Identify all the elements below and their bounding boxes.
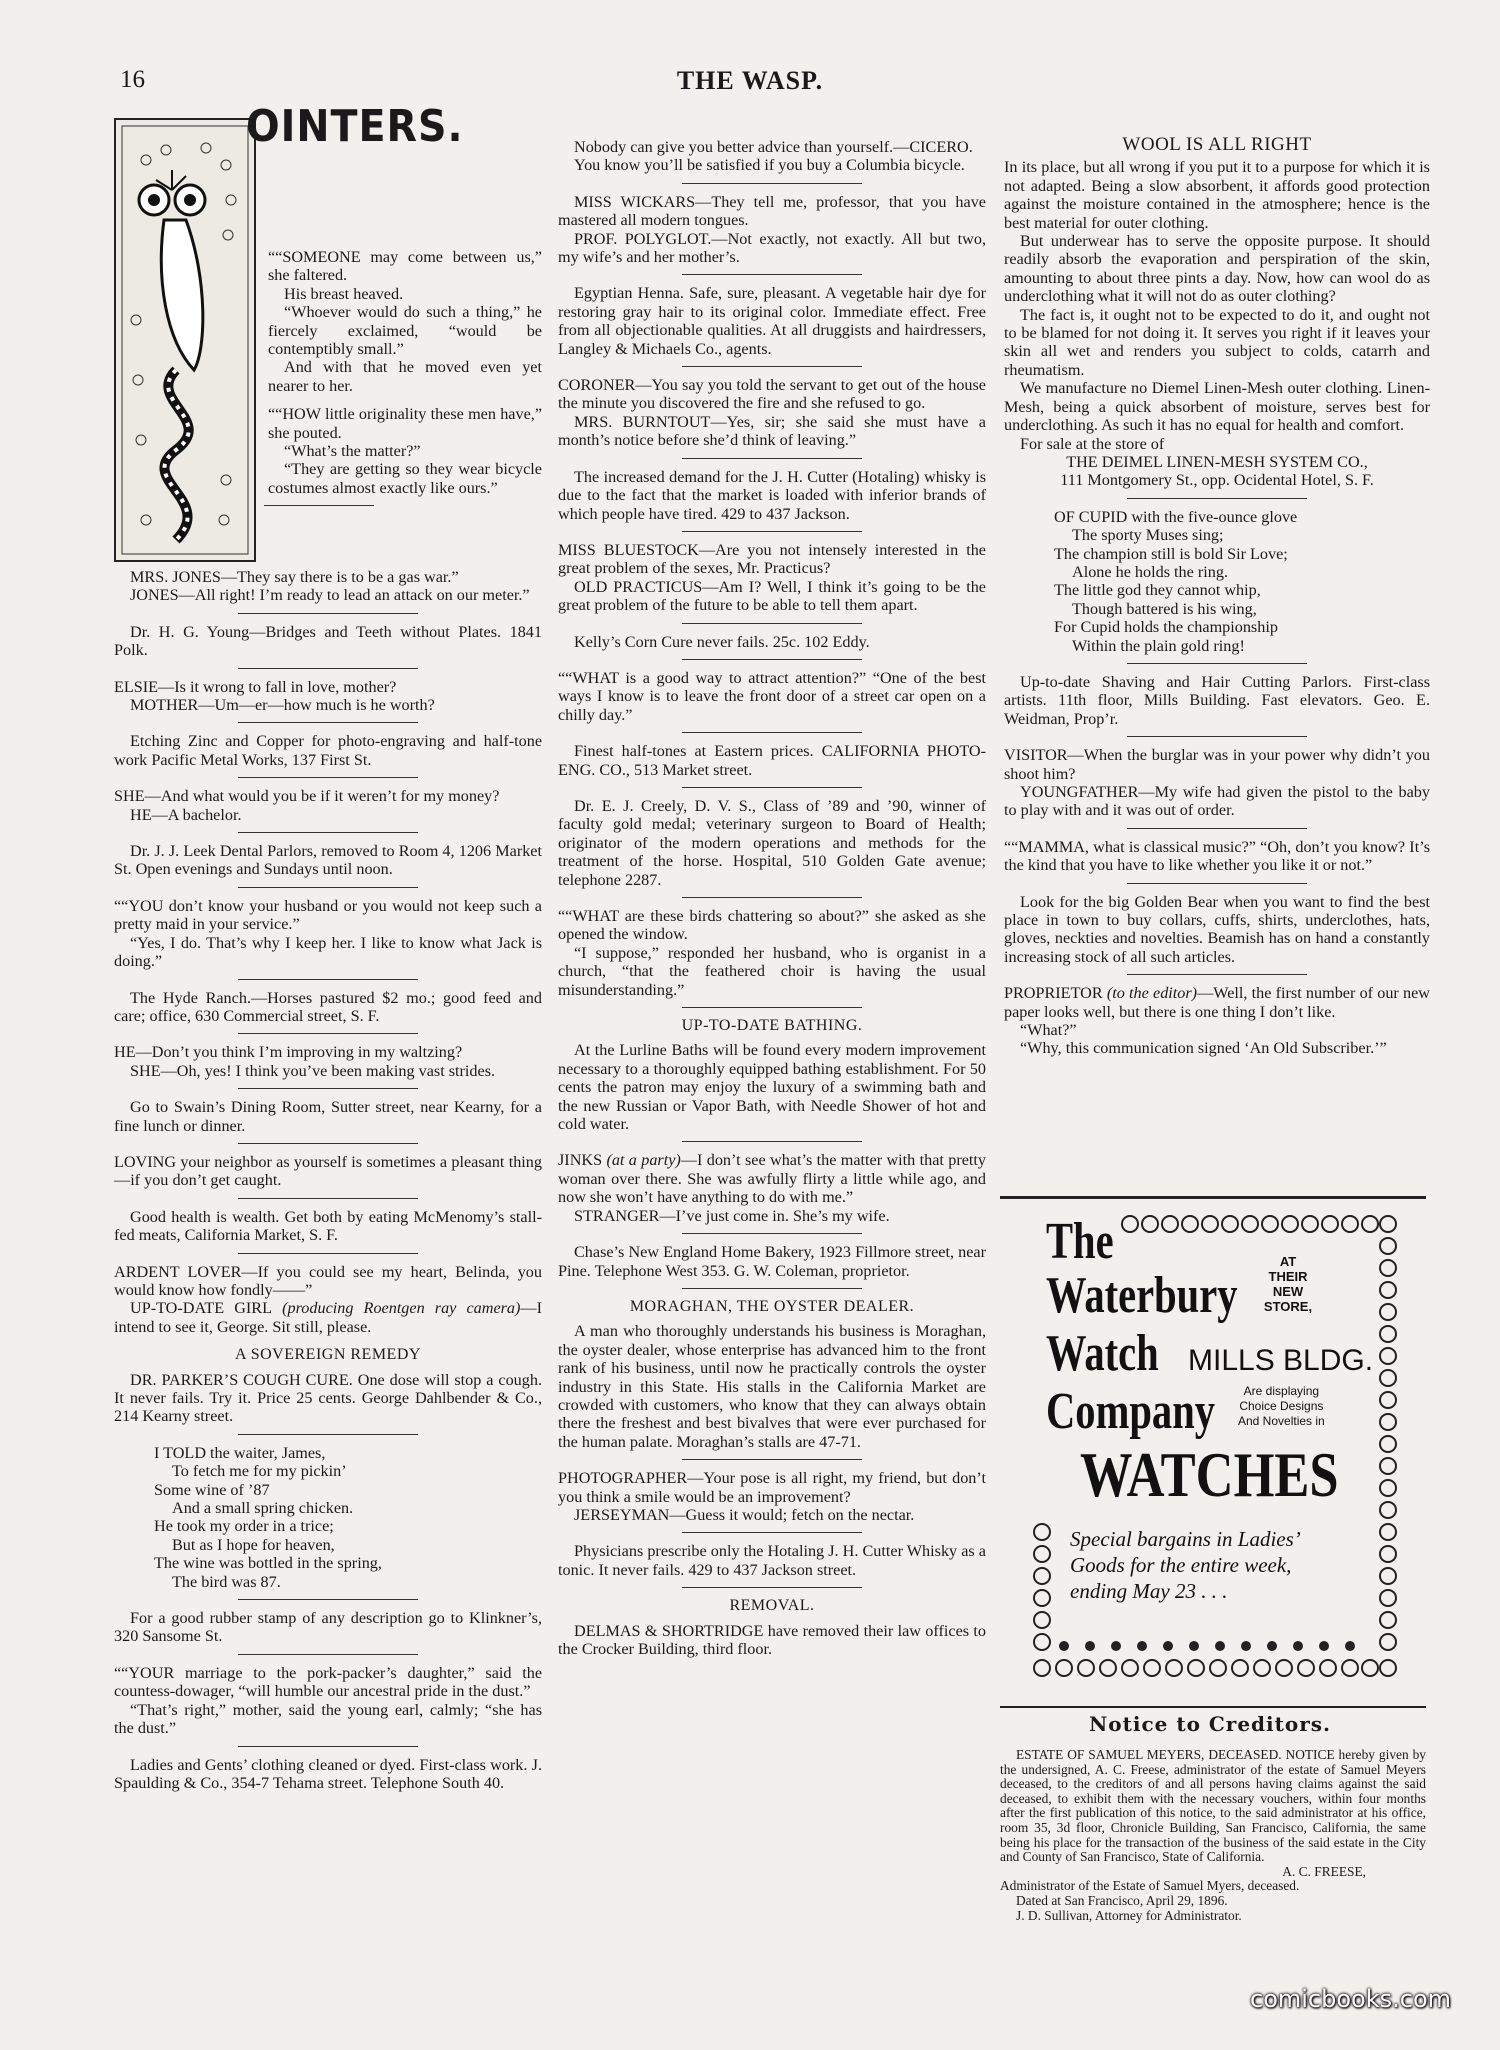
text-paragraph: MRS. BURNTOUT—Yes, sir; she said she must have a month’s notice before she’d think of leaving.” bbox=[558, 412, 986, 450]
poem-line: To fetch me for my pickin’ bbox=[172, 1462, 347, 1481]
text-paragraph: SHE—And what would you be if it weren’t for my money? bbox=[114, 787, 500, 806]
text-paragraph: JONES—All right! I’m ready to lead an attack on our meter.” bbox=[130, 586, 530, 605]
pointers-illustration bbox=[114, 118, 256, 562]
divider bbox=[238, 1599, 418, 1600]
notice-attorney: J. D. Sullivan, Attorney for Administrator. bbox=[1016, 1907, 1242, 1923]
ad-location bbox=[1258, 1254, 1318, 1314]
text-paragraph: You know you’ll be satisfied if you buy a Columbia bicycle. bbox=[574, 156, 965, 175]
text-paragraph: STRANGER—I’ve just come in. She’s my wife. bbox=[574, 1206, 890, 1225]
text-paragraph: MISS BLUESTOCK—Are you not intensely interested in the great problem of the sexes, Mr. Practicus? bbox=[558, 540, 986, 578]
watermark: comicbooks.com bbox=[1250, 1985, 1452, 2013]
divider bbox=[682, 659, 862, 660]
text-paragraph: Ladies and Gents’ clothing cleaned or dyed. First-class work. J. Spaulding & Co., 354-7 Tehama street. Telephone South 40. bbox=[114, 1755, 542, 1792]
publication-title: THE WASP. bbox=[676, 66, 824, 95]
ad-top-rule bbox=[1000, 1196, 1426, 1199]
divider bbox=[682, 1532, 862, 1533]
text-paragraph: Kelly’s Corn Cure never fails. 25c. 102 Eddy. bbox=[574, 632, 870, 651]
divider bbox=[238, 1434, 418, 1435]
text-paragraph: OLD PRACTICUS—Am I? Well, I think it’s going to be the great problem of the future to be able to tell them apart. bbox=[558, 577, 986, 615]
notice-to-creditors-title: Notice to Creditors. bbox=[1089, 1712, 1331, 1736]
ad-special-bargains bbox=[1070, 1526, 1301, 1604]
ad-displaying-line: Choice Designs bbox=[1239, 1399, 1324, 1413]
notice-dated: Dated at San Francisco, April 29, 1896. bbox=[1016, 1892, 1228, 1908]
text-paragraph bbox=[114, 1299, 542, 1336]
notice-top-rule bbox=[1000, 1706, 1426, 1708]
text-paragraph: The Hyde Ranch.—Horses pastured $2 mo.; good feed and care; office, 630 Commercial street, S. F. bbox=[114, 988, 542, 1025]
text-paragraph: ““HOW little originality these men have,” she pouted. bbox=[268, 405, 542, 442]
text-paragraph: “They are getting so they wear bicycle costumes almost exactly like ours.” bbox=[268, 460, 542, 497]
text-paragraph: “Yes, I do. That’s why I keep her. I like to know what Jack is doing.” bbox=[114, 933, 542, 971]
ad-their: THEIR bbox=[1268, 1269, 1308, 1284]
divider bbox=[682, 366, 862, 367]
text-paragraph: JERSEYMAN—Guess it would; fetch on the nectar. bbox=[574, 1505, 915, 1524]
text-paragraph: HE—A bachelor. bbox=[130, 805, 242, 824]
text-paragraph: PROF. POLYGLOT.—Not exactly, not exactly. All but two, my wife’s and her mother’s. bbox=[558, 229, 986, 267]
text-paragraph: Chase’s New England Home Bakery, 1923 Fillmore street, near Pine. Telephone West 353. G. W. Coleman, proprietor. bbox=[558, 1243, 986, 1280]
dialogue-text: —I don’t see what’s the matter with that pretty woman over there. She was awfully flirty a little while ago, and now she won’t have anything to do with me.” bbox=[558, 1151, 986, 1207]
divider bbox=[682, 183, 862, 184]
text-paragraph: “That’s right,” mother, said the young earl, calmly; “she has the dust.” bbox=[114, 1700, 542, 1738]
text-paragraph: SHE—Oh, yes! I think you’ve been making vast strides. bbox=[130, 1061, 496, 1080]
divider bbox=[238, 1746, 418, 1747]
text-paragraph: His breast heaved. bbox=[284, 284, 404, 303]
divider bbox=[238, 832, 418, 833]
divider bbox=[238, 613, 418, 614]
divider bbox=[238, 887, 418, 888]
text-paragraph: CORONER—You say you told the servant to get out of the house the minute you discovered the fire and she refused to go. bbox=[558, 376, 986, 413]
text-paragraph: PHOTOGRAPHER—Your pose is all right, my friend, but don’t you think a smile would be an improvement? bbox=[558, 1469, 986, 1506]
poem-line: I TOLD the waiter, James, bbox=[154, 1443, 326, 1462]
text-paragraph: HE—Don’t you think I’m improving in my waltzing? bbox=[114, 1043, 463, 1062]
text-paragraph: “I suppose,” responded her husband, who is organist in a church, “that the feathered choir is having the usual misunderstanding.” bbox=[558, 943, 986, 999]
text-paragraph: ELSIE—Is it wrong to fall in love, mother? bbox=[114, 677, 397, 696]
poem-line: Within the plain gold ring! bbox=[1072, 636, 1245, 655]
text-paragraph: Finest half-tones at Eastern prices. CALIFORNIA PHOTO-ENG. CO., 513 Market street. bbox=[558, 742, 986, 779]
waterbury-advertisement bbox=[1030, 1212, 1400, 1682]
column-1 bbox=[114, 101, 542, 1792]
divider bbox=[1127, 883, 1307, 884]
divider bbox=[1127, 736, 1307, 737]
divider bbox=[682, 787, 862, 788]
text-paragraph: ““YOU don’t know your husband or you would not keep such a pretty maid in your service.” bbox=[114, 896, 542, 934]
text-paragraph: DR. PARKER’S COUGH CURE. One dose will stop a cough. It never fails. Try it. Price 25 cents. George Dahlbender & Co., 214 Kearny street. bbox=[114, 1370, 542, 1426]
text-paragraph: In its place, but all wrong if you put it to a purpose for which it is not adapted. Being a slow absorbent, it affords good protection against the moisture contained in the atmosphere; hence is the best material for outer clothing. bbox=[1004, 158, 1430, 232]
poem-line: The bird was 87. bbox=[172, 1572, 281, 1591]
text-paragraph: Dr. H. G. Young—Bridges and Teeth without Plates. 1841 Polk. bbox=[114, 622, 542, 660]
text-paragraph: LOVING your neighbor as yourself is sometimes a pleasant thing—if you don’t get caught. bbox=[114, 1152, 542, 1190]
divider bbox=[238, 668, 418, 669]
divider bbox=[682, 1141, 862, 1142]
ad-title-line: The bbox=[1046, 1213, 1114, 1270]
divider bbox=[238, 1143, 418, 1144]
divider bbox=[682, 531, 862, 532]
divider bbox=[238, 1033, 418, 1034]
ad-displaying-line: And Novelties in bbox=[1238, 1414, 1325, 1428]
company-address: 111 Montgomery St., opp. Ocidental Hotel, S. F. bbox=[1060, 471, 1374, 490]
poem-line: And a small spring chicken. bbox=[172, 1499, 354, 1518]
text-paragraph: MISS WICKARS—They tell me, professor, that you have mastered all modern tongues. bbox=[558, 192, 986, 230]
notice-signature: A. C. FREESE, bbox=[1282, 1863, 1366, 1879]
divider bbox=[682, 1459, 862, 1460]
poem-line: Though battered is his wing, bbox=[1072, 599, 1257, 618]
poem-line: But as I hope for heaven, bbox=[172, 1535, 335, 1554]
notice-signature-title: Administrator of the Estate of Samuel Myers, deceased. bbox=[1000, 1878, 1300, 1894]
ad-store: STORE, bbox=[1263, 1299, 1313, 1314]
poem-line: The sporty Muses sing; bbox=[1072, 526, 1224, 545]
text-paragraph: For sale at the store of bbox=[1020, 434, 1165, 453]
text-paragraph: And with that he moved even yet nearer to her. bbox=[268, 358, 542, 395]
text-paragraph: “Whoever would do such a thing,” he fiercely exclaimed, “would be contemptibly small.” bbox=[268, 303, 542, 359]
divider bbox=[238, 777, 418, 778]
speaker-label: UP-TO-DATE GIRL bbox=[130, 1299, 272, 1318]
ad-displaying-line: Are displaying bbox=[1243, 1384, 1320, 1398]
text-paragraph: Egyptian Henna. Safe, sure, pleasant. A vegetable hair dye for restoring gray hair to its original color. Immediate effect. Free from all objectionable qualities. At all druggists and hairdressers, Langley & Michaels Co., agents. bbox=[558, 284, 986, 358]
divider bbox=[238, 1654, 418, 1655]
text-paragraph bbox=[558, 1151, 986, 1206]
poem-line: Alone he holds the ring. bbox=[1072, 562, 1229, 581]
text-paragraph: Dr. J. J. Leek Dental Parlors, removed to Room 4, 1206 Market St. Open evenings and Sundays until noon. bbox=[114, 842, 542, 879]
section-heading: A SOVEREIGN REMEDY bbox=[235, 1346, 421, 1364]
text-paragraph bbox=[1004, 984, 1430, 1021]
divider bbox=[1127, 498, 1307, 499]
stage-direction: (to the editor) bbox=[1106, 984, 1198, 1003]
company-name: THE DEIMEL LINEN-MESH SYSTEM CO., bbox=[1066, 452, 1368, 471]
text-paragraph: ““MAMMA, what is classical music?” “Oh, don’t you know? It’s the kind that you have to like whether you like it or not.” bbox=[1004, 837, 1430, 875]
speaker-label: PROPRIETOR bbox=[1004, 984, 1103, 1003]
divider bbox=[682, 897, 862, 898]
column-2 bbox=[558, 138, 986, 1658]
text-paragraph: The fact is, it ought not to be expected to do it, and ought not to be blamed for not doing it. It serves you right if it leaves your skin all wet and renders you subject to colds, catarrh and rheumatism. bbox=[1004, 305, 1430, 379]
text-paragraph: MRS. JONES—They say there is to be a gas war.” bbox=[130, 568, 459, 586]
text-paragraph: Go to Swain’s Dining Room, Sutter street, near Kearny, for a fine lunch or dinner. bbox=[114, 1098, 542, 1135]
divider bbox=[238, 1088, 418, 1089]
text-paragraph: MOTHER—Um—er—how much is he worth? bbox=[130, 696, 435, 715]
ad-bargain-line: Special bargains in Ladies’ bbox=[1070, 1527, 1301, 1551]
ad-at: AT bbox=[1279, 1254, 1297, 1269]
poem-line: The little god they cannot whip, bbox=[1054, 581, 1261, 600]
text-paragraph: ARDENT LOVER—If you could see my heart, Belinda, you would know how fondly——” bbox=[114, 1262, 542, 1299]
text-paragraph: “What’s the matter?” bbox=[284, 442, 421, 461]
stage-direction: (at a party) bbox=[606, 1151, 681, 1170]
ad-mills-building: MILLS BLDG. bbox=[1188, 1344, 1374, 1377]
poem-line: The wine was bottled in the spring, bbox=[154, 1554, 382, 1573]
poem-cupid bbox=[1004, 508, 1430, 655]
divider bbox=[1127, 974, 1307, 975]
text-paragraph: At the Lurline Baths will be found every modern improvement necessary to a thoroughly equipped bathing establishment. For 50 cents the patron may enjoy the luxury of a swimming bath and the new Russian or Vapor Bath, with Needle Shower of hot and cold water. bbox=[558, 1041, 986, 1134]
text-paragraph: ““WHAT is a good way to attract attention?” “One of the best ways I know is to leave the front door of a street car open on a chilly day.” bbox=[558, 668, 986, 724]
divider bbox=[264, 505, 374, 506]
ad-displaying bbox=[1238, 1384, 1325, 1429]
divider bbox=[1127, 828, 1307, 829]
divider bbox=[682, 274, 862, 275]
ad-bargain-line: Goods for the entire week, bbox=[1070, 1553, 1292, 1577]
divider bbox=[682, 1288, 862, 1289]
section-heading: MORAGHAN, THE OYSTER DEALER. bbox=[629, 1297, 915, 1315]
text-paragraph: ““SOMEONE may come between us,” she faltered. bbox=[268, 248, 542, 285]
ad-title-line: Company bbox=[1046, 1383, 1216, 1440]
notice-text: ESTATE OF SAMUEL MEYERS, DECEASED. NOTICE hereby given by the undersigned, A. C. Freese, administrator of the estate of Samuel Meyers deceased, to the creditors of and all persons having claims against the said deceased, to exhibit them with the necessary vouchers, within four months after the first publication of this notice, to the said administrator at his office, room 35, 3d floor, Chronicle Building, San Francisco, California, the same being his place for the transaction of the business of the said estate in the City and County of San Francisco, State of California. bbox=[1000, 1747, 1426, 1865]
notice-to-creditors bbox=[1000, 1748, 1426, 1923]
poem-line: OF CUPID with the five-ounce glove bbox=[1054, 507, 1298, 526]
ad-watches-heading: WATCHES bbox=[1080, 1439, 1339, 1510]
text-paragraph: Up-to-date Shaving and Hair Cutting Parlors. First-class artists. 11th floor, Mills Building. Fast elevators. Geo. E. Weidman, Prop’r. bbox=[1004, 672, 1430, 728]
section-heading: UP-TO-DATE BATHING. bbox=[681, 1017, 863, 1035]
text-paragraph: YOUNGFATHER—My wife had given the pistol to the baby to play with and it was out of order. bbox=[1004, 783, 1430, 820]
poem-line: The champion still is bold Sir Love; bbox=[1054, 544, 1288, 563]
ad-new: NEW bbox=[1272, 1284, 1304, 1299]
section-heading: WOOL IS ALL RIGHT bbox=[1122, 134, 1312, 155]
stage-direction: (producing Roentgen ray camera) bbox=[282, 1299, 521, 1318]
section-heading: REMOVAL. bbox=[729, 1597, 815, 1615]
text-paragraph: Etching Zinc and Copper for photo-engraving and half-tone work Pacific Metal Works, 137 First St. bbox=[114, 732, 542, 769]
text-paragraph: Dr. E. J. Creely, D. V. S., Class of ’89 and ’90, winner of faculty gold medal; veterinary surgeon to Board of Health; originator of the modern operations and methods for the treatment of the horse. Hospital, 510 Golden Gate avenue; telephone 2287. bbox=[558, 796, 986, 889]
ad-title-line: Watch bbox=[1046, 1325, 1159, 1382]
page-number: 16 bbox=[120, 66, 145, 93]
divider bbox=[1127, 663, 1307, 664]
text-paragraph: Nobody can give you better advice than yourself.—CICERO. bbox=[574, 138, 973, 156]
column-3 bbox=[1004, 130, 1430, 1058]
speaker-label: JINKS bbox=[558, 1151, 603, 1170]
pointers-title: OINTERS. bbox=[246, 101, 464, 152]
text-paragraph: Good health is wealth. Get both by eating McMenomy’s stall-fed meats, California Market, S. F. bbox=[114, 1207, 542, 1245]
divider bbox=[238, 1253, 418, 1254]
text-paragraph: We manufacture no Diemel Linen-Mesh outer clothing. Linen-Mesh, being a quick absorbent of moisture, serves best for underclothing. As such it has no equal for health and comfort. bbox=[1004, 379, 1430, 435]
divider bbox=[682, 732, 862, 733]
dialogue-text: —Well, the first number of our new paper looks well, but there is one thing I don’t like. bbox=[1004, 984, 1430, 1021]
divider bbox=[682, 458, 862, 459]
text-paragraph: For a good rubber stamp of any description go to Klinkner’s, 320 Sansome St. bbox=[114, 1609, 542, 1646]
divider bbox=[682, 1233, 862, 1234]
divider bbox=[238, 722, 418, 723]
poem-waiter bbox=[114, 1444, 542, 1591]
text-paragraph: Look for the big Golden Bear when you want to find the best place in town to buy collars, cuffs, shirts, underclothes, hats, gloves, neckties and novelties. Beamish has on hand a constantly increasing stock of all such articles. bbox=[1004, 892, 1430, 966]
text-paragraph: But underwear has to serve the opposite purpose. It should readily absorb the evaporation and perspiration of the skin, amounting to about three pints a day. Now, how can wool do as underclothing what it will not do as outer clothing? bbox=[1004, 232, 1430, 306]
text-paragraph: “What?” bbox=[1020, 1021, 1077, 1040]
poem-line: For Cupid holds the championship bbox=[1054, 618, 1278, 637]
divider bbox=[682, 1587, 862, 1588]
text-paragraph: “Why, this communication signed ‘An Old Subscriber.’” bbox=[1020, 1039, 1387, 1058]
dialogue-text: —I intend to see it, George. Sit still, please. bbox=[114, 1299, 542, 1336]
text-paragraph: Physicians prescribe only the Hotaling J. H. Cutter Whisky as a tonic. It never fails. 429 to 437 Jackson street. bbox=[558, 1542, 986, 1579]
divider bbox=[238, 979, 418, 980]
text-paragraph: ““YOUR marriage to the pork-packer’s daughter,” said the countess-dowager, “will humble our ancestral pride in the dust.” bbox=[114, 1663, 542, 1701]
text-paragraph: VISITOR—When the burglar was in your power why didn’t you shoot him? bbox=[1004, 746, 1430, 783]
divider bbox=[238, 1198, 418, 1199]
divider bbox=[682, 1007, 862, 1008]
text-paragraph: DELMAS & SHORTRIDGE have removed their law offices to the Crocker Building, third floor. bbox=[558, 1621, 986, 1658]
text-paragraph: ““WHAT are these birds chattering so about?” she asked as she opened the window. bbox=[558, 907, 986, 944]
text-paragraph: A man who thoroughly understands his business is Moraghan, the oyster dealer, whose enterprise has advanced him to the front rank of his business, until now he practically controls the oyster industry in this State. His stalls in the California Market are crowded with customers, who know that they can always obtain there the freshest and best bivalves that were ever purchased for the human palate. Moraghan’s stalls are 47-71. bbox=[558, 1322, 986, 1451]
ad-title-line: Waterbury bbox=[1046, 1267, 1238, 1324]
letter-p-bird-icon bbox=[116, 120, 254, 560]
divider bbox=[682, 623, 862, 624]
poem-line: He took my order in a trice; bbox=[154, 1517, 334, 1536]
text-paragraph: The increased demand for the J. H. Cutter (Hotaling) whisky is due to the fact that the market is loaded with inferior brands of which people have tired. 429 to 437 Jackson. bbox=[558, 467, 986, 523]
poem-line: Some wine of ’87 bbox=[154, 1480, 270, 1499]
ad-bargain-line: ending May 23 . . . bbox=[1070, 1579, 1228, 1603]
